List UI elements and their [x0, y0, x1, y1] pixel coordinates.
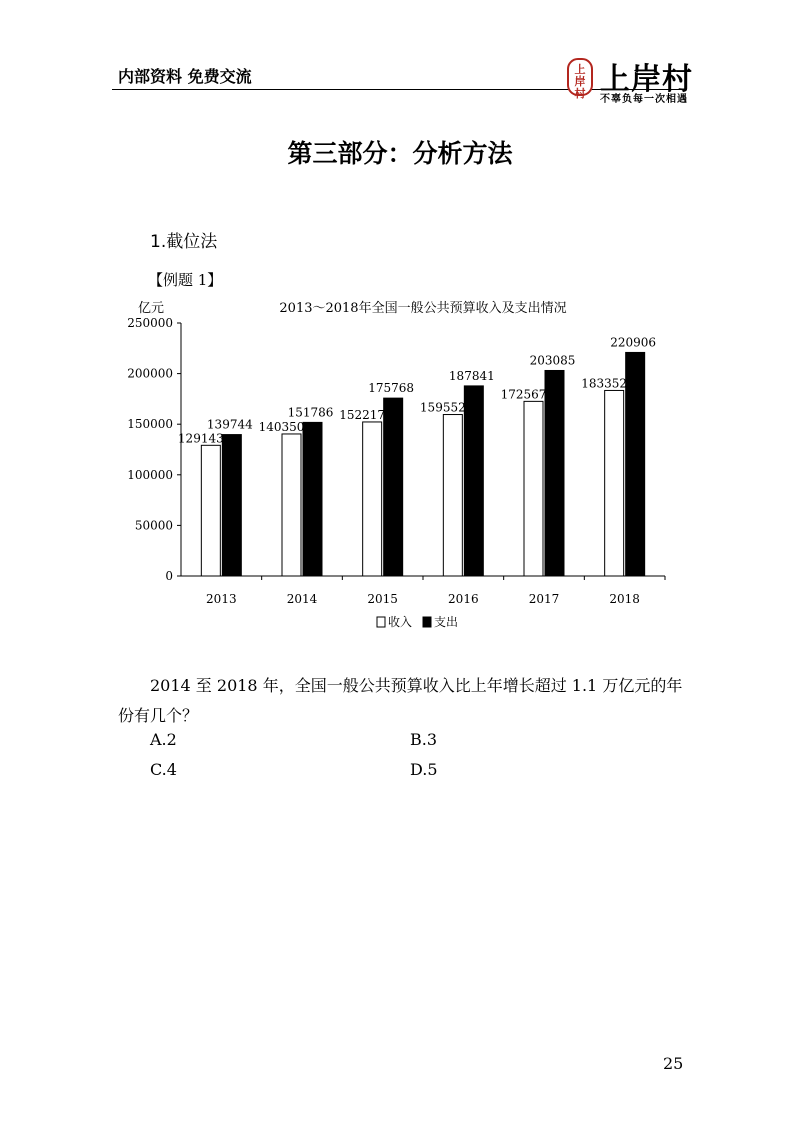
example-label: 【例题 1】: [148, 271, 223, 289]
bar-expense: [222, 435, 241, 576]
data-label-expense: 139744: [206, 417, 253, 432]
x-tick-label: 2017: [528, 592, 560, 606]
y-tick-label: 200000: [127, 366, 173, 381]
x-tick-label: 2015: [367, 592, 398, 606]
bar-expense: [545, 370, 564, 576]
bar-chart: [120, 290, 680, 640]
bar-income: [605, 390, 624, 576]
logo-name: 上岸村: [600, 62, 693, 97]
data-label-income: 183352: [581, 376, 628, 391]
legend-swatch-income: [377, 617, 385, 627]
bar-expense: [384, 398, 403, 576]
data-label-expense: 187841: [448, 368, 495, 383]
bar-expense: [303, 422, 322, 576]
y-tick-label: 100000: [127, 467, 173, 482]
bar-expense: [626, 352, 645, 576]
y-tick-label: 150000: [127, 417, 173, 432]
data-label-income: 129143: [177, 431, 224, 446]
data-label-expense: 203085: [529, 353, 576, 368]
bar-income: [201, 445, 220, 576]
y-tick-label: 0: [165, 569, 173, 583]
page-title: 第三部分：分析方法: [287, 139, 513, 168]
x-tick-label: 2018: [609, 592, 640, 606]
chart-title: 2013～2018年全国一般公共预算收入及支出情况: [279, 301, 567, 316]
option-a[interactable]: A.2: [150, 730, 177, 749]
logo-slogan: 不辜负每一次相遇: [600, 94, 688, 105]
chart-layer: [127, 300, 665, 629]
data-label-income: 152217: [339, 407, 386, 422]
option-d[interactable]: D.5: [410, 760, 438, 779]
x-tick-label: 2014: [286, 592, 318, 606]
brand-logo: [567, 54, 697, 104]
bar-expense: [464, 386, 483, 576]
option-c[interactable]: C.4: [150, 760, 177, 779]
page-number: 25: [663, 1054, 684, 1073]
y-tick-label: 50000: [134, 518, 173, 533]
legend-label-expense: 支出: [434, 615, 459, 629]
question-text: 2014 至 2018 年，全国一般公共预算收入比上年增长超过 1.1 万亿元的年份有几个？: [118, 676, 683, 725]
y-axis-label: 亿元: [138, 301, 165, 316]
y-tick-label: 250000: [127, 316, 173, 330]
x-tick-label: 2013: [206, 592, 237, 606]
legend-label-income: 收入: [388, 615, 413, 629]
option-b[interactable]: B.3: [410, 730, 438, 749]
data-label-income: 140350: [258, 419, 305, 434]
data-label-expense: 151786: [287, 405, 334, 420]
section-heading: 1.截位法: [150, 232, 218, 252]
data-label-income: 172567: [500, 387, 547, 402]
bar-income: [282, 434, 301, 576]
bar-income: [363, 422, 382, 576]
data-label-expense: 220906: [610, 335, 657, 350]
header-left-text: 内部资料 免费交流: [118, 67, 252, 86]
x-tick-label: 2016: [448, 592, 479, 606]
legend-swatch-expense: [423, 617, 431, 627]
bar-income: [524, 401, 543, 576]
logo-seal-icon: 上 岸 村: [567, 58, 593, 96]
data-label-income: 159552: [419, 400, 466, 415]
data-label-expense: 175768: [368, 381, 415, 396]
bar-income: [443, 415, 462, 576]
